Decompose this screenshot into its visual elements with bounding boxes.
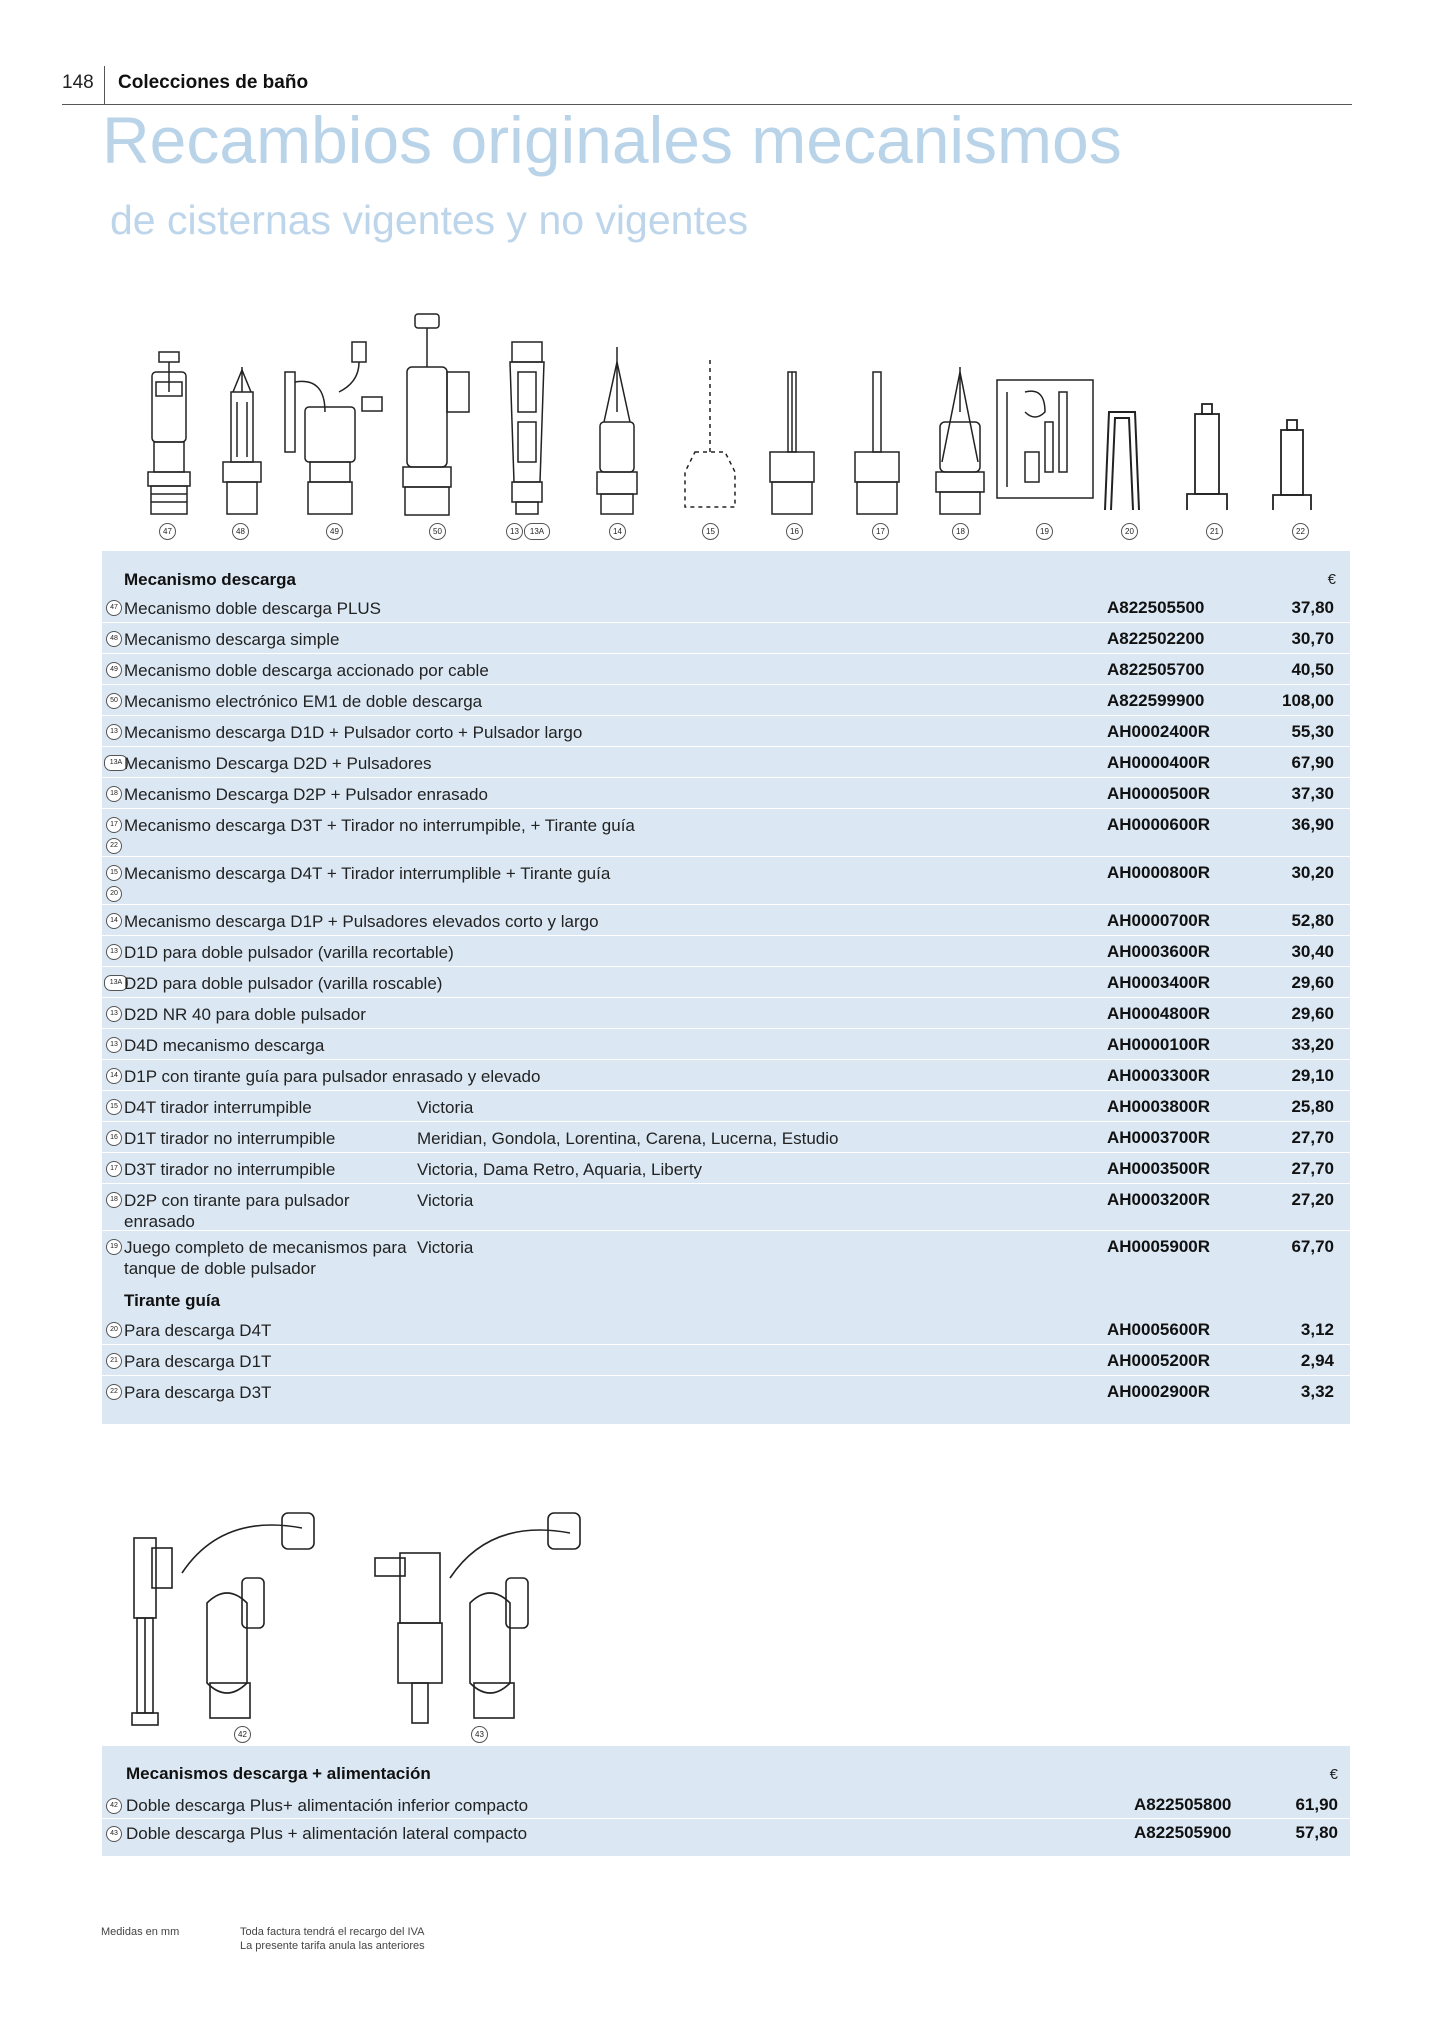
row-price: 27,20 — [1291, 1190, 1334, 1209]
table-row — [102, 1091, 1350, 1122]
row-price: 3,32 — [1300, 1382, 1334, 1401]
flush-mechanism-14-illustration — [592, 312, 642, 517]
row-price: 27,70 — [1291, 1159, 1334, 1178]
subsection-title: Tirante guía — [124, 1291, 221, 1310]
reference-badge: 13 — [106, 724, 122, 740]
figure-label: 50 — [429, 523, 446, 540]
figure-label: 22 — [1292, 523, 1309, 540]
row-code: AH0002400R — [1107, 722, 1211, 741]
row-description: D2D para doble pulsador (varilla roscable) — [124, 974, 443, 993]
row-price: 25,80 — [1291, 1097, 1334, 1116]
table-row — [102, 809, 1350, 857]
page-title: Recambios originales mecanismos — [102, 103, 1122, 177]
row-code: AH0003300R — [1107, 1066, 1211, 1085]
row-description: Para descarga D3T — [124, 1383, 272, 1402]
row-code: AH0003800R — [1107, 1097, 1211, 1116]
row-models: Victoria — [417, 1191, 474, 1210]
row-code: AH0000700R — [1107, 911, 1211, 930]
guide-rod-21-illustration — [1182, 312, 1232, 517]
figure-label: 21 — [1206, 523, 1223, 540]
row-price: 37,30 — [1291, 784, 1334, 803]
reference-badge: 13 — [106, 1037, 122, 1053]
row-description: Mecanismo Descarga D2P + Pulsador enrasado — [124, 785, 488, 804]
row-description: D1T tirador no interrumpible — [124, 1129, 336, 1148]
row-price: 29,60 — [1291, 1004, 1334, 1023]
table-mecanismo-descarga — [102, 551, 1350, 1424]
figure-label: 13A — [524, 523, 550, 540]
page-subtitle: de cisternas vigentes y no vigentes — [110, 197, 749, 243]
row-price: 30,20 — [1291, 863, 1334, 882]
footer-note: Toda factura tendrá el recargo del IVA — [240, 1926, 425, 1938]
row-code: A822505500 — [1107, 598, 1205, 617]
reference-badge: 50 — [106, 693, 122, 709]
row-description: Doble descarga Plus+ alimentación inferior compacto — [126, 1796, 529, 1815]
table-row — [102, 592, 1350, 623]
row-price: 3,12 — [1300, 1320, 1334, 1339]
table-row — [102, 1818, 1350, 1846]
row-code: AH0003400R — [1107, 973, 1211, 992]
row-price: 29,60 — [1291, 973, 1334, 992]
table-mecanismos-descarga-alimentacion — [102, 1746, 1350, 1856]
row-description: D3T tirador no interrumpible — [124, 1160, 336, 1179]
row-code: AH0003600R — [1107, 942, 1211, 961]
row-description: Mecanismo Descarga D2D + Pulsadores — [124, 754, 432, 773]
table-title: Mecanismo descarga — [124, 570, 296, 589]
row-description: Doble descarga Plus + alimentación lateral compacto — [126, 1824, 528, 1843]
figure-label: 43 — [471, 1726, 488, 1743]
row-description: D1P con tirante guía para pulsador enrasado y elevado — [124, 1067, 541, 1086]
figure-label: 13 — [506, 523, 523, 540]
table-row — [102, 1231, 1350, 1281]
footer-measures: Medidas en mm — [101, 1926, 180, 1938]
reference-badge: 21 — [106, 1353, 122, 1369]
currency-label: € — [1327, 571, 1336, 588]
figure-label: 17 — [872, 523, 889, 540]
row-description: Mecanismo doble descarga PLUS — [124, 599, 382, 618]
reference-badge: 48 — [106, 631, 122, 647]
row-code: AH0000600R — [1107, 815, 1211, 834]
row-code: AH0000100R — [1107, 1035, 1211, 1054]
guide-rod-22-illustration — [1267, 312, 1317, 517]
reference-badge: 18 — [106, 1192, 122, 1208]
table-row — [102, 747, 1350, 778]
figure-label: 48 — [232, 523, 249, 540]
flush-mechanism-13-illustration — [502, 312, 552, 517]
figure-label: 15 — [702, 523, 719, 540]
flush-mechanism-15-illustration — [675, 312, 745, 517]
row-price: 57,80 — [1295, 1823, 1338, 1842]
row-description: Mecanismo descarga D1D + Pulsador corto + Pulsador largo — [124, 723, 583, 742]
reference-badge: 22 — [106, 838, 122, 854]
row-description: D4T tirador interrumpible — [124, 1098, 312, 1117]
row-price: 30,40 — [1291, 942, 1334, 961]
row-price: 2,94 — [1300, 1351, 1334, 1370]
reference-badge: 43 — [106, 1826, 122, 1842]
table-row — [102, 967, 1350, 998]
row-models: Victoria, Dama Retro, Aquaria, Liberty — [417, 1160, 703, 1179]
table-row — [102, 654, 1350, 685]
reference-badge: 18 — [106, 786, 122, 802]
row-description: D1D para doble pulsador (varilla recortable) — [124, 943, 454, 962]
page-header — [62, 66, 1352, 105]
row-price: 67,70 — [1291, 1237, 1334, 1256]
row-description: Mecanismo doble descarga accionado por cable — [124, 661, 489, 680]
figure-label: 14 — [609, 523, 626, 540]
table-row — [102, 1184, 1350, 1231]
row-code: AH0005900R — [1107, 1237, 1211, 1256]
guide-rod-20-illustration — [1097, 312, 1147, 517]
table-row — [102, 1345, 1350, 1376]
table-row — [102, 905, 1350, 936]
figure-label: 18 — [952, 523, 969, 540]
row-price: 40,50 — [1291, 660, 1334, 679]
reference-badge: 13A — [104, 755, 128, 771]
table-row — [102, 1029, 1350, 1060]
row-price: 30,70 — [1291, 629, 1334, 648]
figure-label: 42 — [234, 1726, 251, 1743]
row-price: 61,90 — [1295, 1795, 1338, 1814]
row-models: Victoria — [417, 1238, 474, 1257]
reference-badge: 22 — [106, 1384, 122, 1400]
row-description: Mecanismo electrónico EM1 de doble descarga — [124, 692, 483, 711]
figure-label: 20 — [1121, 523, 1138, 540]
flush-fill-43-illustration — [370, 1508, 590, 1733]
reference-badge: 17 — [106, 817, 122, 833]
table-row — [102, 1060, 1350, 1091]
row-code: A822505900 — [1134, 1823, 1232, 1842]
row-code: AH0005600R — [1107, 1320, 1211, 1339]
row-code: A822505700 — [1107, 660, 1205, 679]
header-divider — [104, 66, 105, 104]
row-description: D2D NR 40 para doble pulsador — [124, 1005, 366, 1024]
row-description: D2P con tirante para pulsador enrasado — [124, 1191, 350, 1231]
flush-mechanism-48-illustration — [219, 312, 265, 517]
row-code: AH0004800R — [1107, 1004, 1211, 1023]
reference-badge: 15 — [106, 865, 122, 881]
row-description: Para descarga D1T — [124, 1352, 272, 1371]
row-description: Para descarga D4T — [124, 1321, 272, 1340]
flush-mechanism-50-illustration — [397, 312, 477, 517]
reference-badge: 14 — [106, 913, 122, 929]
mechanism-kit-19-illustration — [995, 312, 1095, 517]
table-row — [102, 1314, 1350, 1345]
reference-badge: 47 — [106, 600, 122, 616]
figure-label: 49 — [326, 523, 343, 540]
reference-badge: 19 — [106, 1239, 122, 1255]
footer-notes — [240, 1925, 425, 1953]
reference-badge: 20 — [106, 886, 122, 902]
reference-badge: 20 — [106, 1322, 122, 1338]
row-description: D4D mecanismo descarga — [124, 1036, 325, 1055]
footer-note: La presente tarifa anula las anteriores — [240, 1940, 425, 1952]
row-code: AH0003200R — [1107, 1190, 1211, 1209]
reference-badge: 13A — [104, 975, 128, 991]
currency-label: € — [1329, 1766, 1338, 1783]
section-name: Colecciones de baño — [118, 72, 309, 93]
row-code: A822599900 — [1107, 691, 1205, 710]
row-description: Mecanismo descarga D4T + Tirador interrumplible + Tirante guía — [124, 864, 611, 883]
row-code: A822505800 — [1134, 1795, 1232, 1814]
table-row — [102, 1153, 1350, 1184]
row-code: AH0003500R — [1107, 1159, 1211, 1178]
row-price: 55,30 — [1291, 722, 1334, 741]
table-row — [102, 685, 1350, 716]
row-description: Mecanismo descarga D1P + Pulsadores elevados corto y largo — [124, 912, 599, 931]
figure-label: 47 — [159, 523, 176, 540]
row-code: AH0002900R — [1107, 1382, 1211, 1401]
reference-badge: 15 — [106, 1099, 122, 1115]
row-code: AH0003700R — [1107, 1128, 1211, 1147]
product-figures — [102, 312, 1350, 542]
row-description: Juego completo de mecanismos para tanque de doble pulsador — [124, 1238, 407, 1278]
row-code: AH0005200R — [1107, 1351, 1211, 1370]
table-row — [102, 1122, 1350, 1153]
product-figures-2 — [112, 1508, 612, 1748]
flush-mechanism-47-illustration — [144, 312, 194, 517]
page-number: 148 — [62, 72, 94, 93]
table-row — [102, 998, 1350, 1029]
figure-label: 16 — [786, 523, 803, 540]
figure-label: 19 — [1036, 523, 1053, 540]
row-price: 27,70 — [1291, 1128, 1334, 1147]
row-models: Victoria — [417, 1098, 474, 1117]
flush-fill-42-illustration — [122, 1508, 332, 1733]
table-row — [102, 623, 1350, 654]
reference-badge: 16 — [106, 1130, 122, 1146]
row-code: AH0000500R — [1107, 784, 1211, 803]
reference-badge: 13 — [106, 1006, 122, 1022]
row-description: Mecanismo descarga D3T + Tirador no interrumpible, + Tirante guía — [124, 816, 635, 835]
table-row — [102, 778, 1350, 809]
table-row — [102, 1790, 1350, 1819]
table-row — [102, 1376, 1350, 1406]
reference-badge: 14 — [106, 1068, 122, 1084]
row-code: AH0000800R — [1107, 863, 1211, 882]
row-code: A822502200 — [1107, 629, 1205, 648]
reference-badge: 17 — [106, 1161, 122, 1177]
row-price: 36,90 — [1291, 815, 1334, 834]
reference-badge: 42 — [106, 1798, 122, 1814]
table-row — [102, 857, 1350, 905]
row-price: 33,20 — [1291, 1035, 1334, 1054]
row-models: Meridian, Gondola, Lorentina, Carena, Lucerna, Estudio — [417, 1129, 839, 1148]
reference-badge: 49 — [106, 662, 122, 678]
table-row — [102, 936, 1350, 967]
row-price: 29,10 — [1291, 1066, 1334, 1085]
row-price: 52,80 — [1291, 911, 1334, 930]
row-price: 108,00 — [1282, 691, 1334, 710]
row-price: 37,80 — [1291, 598, 1334, 617]
flush-mechanism-16-illustration — [762, 312, 822, 517]
table-row — [102, 716, 1350, 747]
row-description: Mecanismo descarga simple — [124, 630, 340, 649]
table-title: Mecanismos descarga + alimentación — [126, 1764, 431, 1783]
reference-badge: 13 — [106, 944, 122, 960]
flush-mechanism-49-illustration — [280, 312, 390, 517]
row-code: AH0000400R — [1107, 753, 1211, 772]
flush-mechanism-18-illustration — [930, 312, 990, 517]
flush-mechanism-17-illustration — [847, 312, 907, 517]
row-price: 67,90 — [1291, 753, 1334, 772]
